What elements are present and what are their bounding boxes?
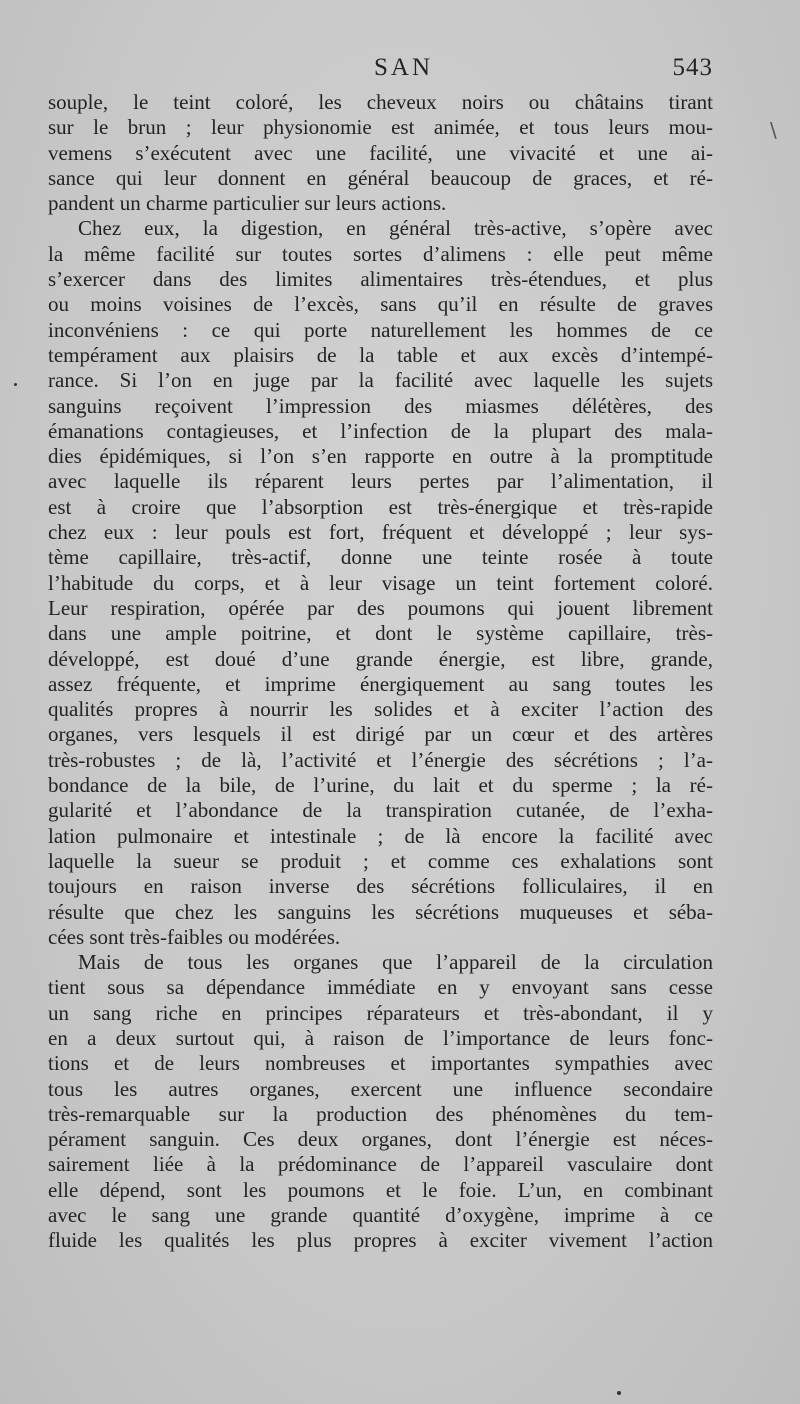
text-line: tous les autres organes, exercent une influence secondaire <box>48 1076 713 1101</box>
text-line: elle dépend, sont les poumons et le foie. L’un, en combinant <box>48 1177 713 1202</box>
text-line: cées sont très-faibles ou modérées. <box>48 924 341 949</box>
text-line: bondance de la bile, de l’urine, du lait et du sperme ; la ré- <box>48 773 713 798</box>
text-line: très-remarquable sur la production des phénomènes du tem- <box>48 1101 713 1126</box>
text-line: la même facilité sur toutes sortes d’alimens : elle peut même <box>48 241 713 266</box>
text-line: très-robustes ; de là, l’activité et l’énergie des sécrétions ; l’a- <box>48 747 713 772</box>
paragraph-1 <box>48 90 713 216</box>
text-line: organes, vers lesquels il est dirigé par un cœur et des artères <box>48 722 713 747</box>
body-text <box>48 90 713 1254</box>
text-line: pérament sanguin. Ces deux organes, dont l’énergie est néces- <box>48 1127 713 1152</box>
text-line: ou moins voisines de l’excès, sans qu’il en résulte de graves <box>48 292 713 317</box>
text-line: gularité et l’abondance de la transpiration cutanée, de l’exha- <box>48 798 713 823</box>
paragraph-3 <box>48 950 713 1254</box>
text-line: l’habitude du corps, et à leur visage un teint fortement coloré. <box>48 570 713 595</box>
text-line: sur le brun ; leur physionomie est animée, et tous leurs mou- <box>48 115 713 140</box>
margin-dot-mark <box>14 383 17 386</box>
paragraph-2 <box>48 216 713 950</box>
text-line: chez eux : leur pouls est fort, fréquent et développé ; leur sys- <box>48 520 713 545</box>
text-line: dans une ample poitrine, et dont le système capillaire, très- <box>48 621 713 646</box>
text-line: tions et de leurs nombreuses et importantes sympathies avec <box>48 1051 713 1076</box>
text-line: développé, est doué d’une grande énergie, est libre, grande, <box>48 646 713 671</box>
text-line: en a deux surtout qui, à raison de l’importance de leurs fonc- <box>48 1025 713 1050</box>
margin-stroke-mark: \ <box>770 118 777 142</box>
text-line: avec laquelle ils réparent leurs pertes par l’alimentation, il <box>48 469 713 494</box>
text-line: inconvéniens : ce qui porte naturellement les hommes de ce <box>48 317 713 342</box>
text-line: s’exercer dans des limites alimentaires très-étendues, et plus <box>48 267 713 292</box>
text-line: sance qui leur donnent en général beaucoup de graces, et ré- <box>48 165 713 190</box>
text-line: laquelle la sueur se produit ; et comme ces exhalations sont <box>48 848 713 873</box>
text-line: qualités propres à nourrir les solides et à exciter l’action des <box>48 697 713 722</box>
text-line: rance. Si l’on en juge par la facilité avec laquelle les sujets <box>48 368 713 393</box>
text-line: est à croire que l’absorption est très-énergique et très-rapide <box>48 494 713 519</box>
text-line: fluide les qualités les plus propres à exciter vivement l’action <box>48 1228 713 1253</box>
text-line: sairement liée à la prédominance de l’appareil vasculaire dont <box>48 1152 713 1177</box>
text-line: vemens s’exécutent avec une facilité, une vivacité et une ai- <box>48 140 713 165</box>
text-line: résulte que chez les sanguins les sécrétions muqueuses et séba- <box>48 899 713 924</box>
text-line: tient sous sa dépendance immédiate en y envoyant sans cesse <box>48 975 713 1000</box>
text-line: souple, le teint coloré, les cheveux noirs ou châtains tirant <box>48 90 713 114</box>
text-line: émanations contagieuses, et l’infection de la plupart des mala- <box>48 418 713 443</box>
text-line: avec le sang une grande quantité d’oxygène, imprime à ce <box>48 1203 713 1228</box>
text-line: tème capillaire, très-actif, donne une teinte rosée à toute <box>48 545 713 570</box>
page-number: 543 <box>672 54 713 81</box>
text-line: Leur respiration, opérée par des poumons qui jouent librement <box>48 595 713 620</box>
text-line: sanguins reçoivent l’impression des miasmes délétères, des <box>48 393 713 418</box>
text-line: pandent un charme particulier sur leurs actions. <box>48 191 447 216</box>
text-line: assez fréquente, et imprime énergiquement au sang toutes les <box>48 671 713 696</box>
page-speck-mark <box>617 1391 621 1395</box>
text-line: lation pulmonaire et intestinale ; de là encore la facilité avec <box>48 823 713 848</box>
text-line: un sang riche en principes réparateurs et très-abondant, il y <box>48 1000 713 1025</box>
text-line: toujours en raison inverse des sécrétions folliculaires, il en <box>48 874 713 899</box>
page-header <box>48 54 713 88</box>
text-line: dies épidémiques, si l’on s’en rapporte en outre à la promptitude <box>48 444 713 469</box>
text-line: tempérament aux plaisirs de la table et aux excès d’intempé- <box>48 342 713 367</box>
running-head: SAN <box>373 54 433 81</box>
text-line: Mais de tous les organes que l’appareil de la circulation <box>78 950 713 975</box>
text-line: Chez eux, la digestion, en général très-active, s’opère avec <box>78 216 713 241</box>
